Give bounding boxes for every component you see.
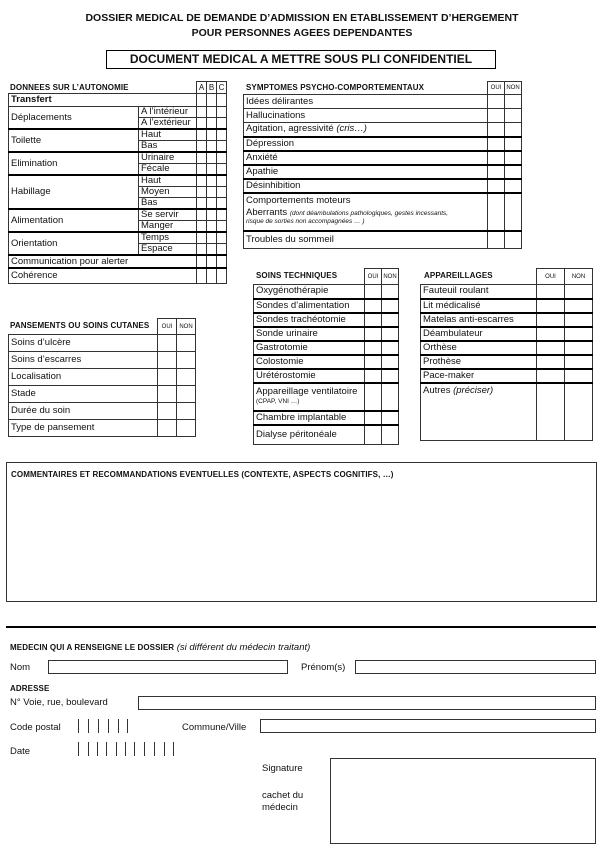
sub-moyen: Moyen	[139, 187, 197, 198]
cell[interactable]	[207, 209, 217, 221]
cell[interactable]	[207, 129, 217, 141]
cell[interactable]	[565, 285, 593, 299]
commune-field[interactable]	[260, 719, 596, 733]
pansements-table	[8, 318, 196, 437]
cell[interactable]	[537, 383, 565, 441]
cell[interactable]	[505, 231, 522, 249]
autonomie-table	[8, 81, 227, 284]
cell[interactable]	[365, 341, 382, 355]
cell[interactable]	[197, 164, 207, 176]
psycho-title: SYMPTOMES PSYCHO-COMPORTEMENTAUX	[246, 83, 425, 92]
row-prothese: Prothèse	[421, 355, 537, 369]
cell[interactable]	[217, 187, 227, 198]
cell[interactable]	[537, 355, 565, 369]
cell[interactable]	[207, 94, 217, 107]
comport-label: Comportements moteurs	[246, 194, 351, 206]
cell[interactable]	[207, 164, 217, 176]
aberrants-note1: (dont déambulations pathologiques, gestes incessants,	[289, 209, 449, 217]
sub-espace: Espace	[139, 244, 197, 256]
row-toilette: Toilette	[9, 129, 139, 152]
col-b: B	[207, 82, 217, 94]
cell[interactable]	[382, 285, 399, 299]
row-apathie: Apathie	[244, 165, 488, 179]
cell[interactable]	[217, 118, 227, 130]
cell[interactable]	[197, 141, 207, 153]
psycho-table	[243, 81, 522, 249]
oui-header: OUI	[488, 82, 505, 95]
cell[interactable]	[565, 299, 593, 313]
cell[interactable]	[537, 299, 565, 313]
cell[interactable]	[197, 94, 207, 107]
date-field[interactable]	[78, 742, 174, 756]
cell[interactable]	[382, 341, 399, 355]
row-ventil	[254, 383, 365, 411]
cell[interactable]	[177, 386, 196, 403]
cell[interactable]	[365, 327, 382, 341]
agitation-label: Agitation, agressivité	[246, 123, 334, 135]
cell[interactable]	[217, 164, 227, 176]
cell[interactable]	[537, 341, 565, 355]
cell[interactable]	[197, 255, 207, 268]
voie-label: N° Voie, rue, boulevard	[10, 697, 108, 708]
cell[interactable]	[382, 369, 399, 383]
cell[interactable]	[158, 403, 177, 420]
row-depression: Dépression	[244, 137, 488, 151]
cell[interactable]	[488, 109, 505, 123]
cell[interactable]	[382, 299, 399, 313]
cell[interactable]	[177, 369, 196, 386]
row-matelas: Matelas anti-escarres	[421, 313, 537, 327]
cell[interactable]	[565, 383, 593, 441]
autonomie-title: DONNEES SUR L’AUTONOMIE	[10, 83, 129, 92]
cell[interactable]	[382, 355, 399, 369]
row-ulcere: Soins d’ulcère	[9, 335, 158, 352]
cell[interactable]	[197, 175, 207, 187]
row-chambre: Chambre implantable	[254, 411, 365, 425]
row-deplacements: Déplacements	[9, 107, 139, 130]
cell[interactable]	[505, 179, 522, 193]
sub-interieur: A l’intérieur	[139, 107, 197, 118]
cell[interactable]	[177, 403, 196, 420]
cp-label: Code postal	[10, 722, 61, 733]
cell[interactable]	[217, 141, 227, 153]
comments-title: COMMENTAIRES ET RECOMMANDATIONS EVENTUELLES (CONTEXTE, ASPECTS COGNITIFS, …)	[11, 470, 394, 479]
cell[interactable]	[382, 383, 399, 411]
cell[interactable]	[217, 175, 227, 187]
medecin-title-row	[10, 642, 310, 653]
cell[interactable]	[197, 221, 207, 233]
cell[interactable]	[488, 231, 505, 249]
cell[interactable]	[197, 152, 207, 164]
cell[interactable]	[505, 109, 522, 123]
adresse-title: ADRESSE	[10, 684, 50, 693]
cell[interactable]	[488, 193, 505, 231]
cell[interactable]	[382, 313, 399, 327]
medecin-title-note: (si différent du médecin traitant)	[176, 642, 311, 653]
cell[interactable]	[207, 187, 217, 198]
cachet-label-2: médecin	[262, 802, 298, 813]
prenom-label: Prénom(s)	[301, 662, 346, 673]
row-orientation: Orientation	[9, 232, 139, 255]
cell[interactable]	[505, 165, 522, 179]
cell[interactable]	[565, 369, 593, 383]
sub-bas: Bas	[139, 141, 197, 153]
row-dialyse: Dialyse péritonéale	[254, 425, 365, 445]
cell[interactable]	[488, 165, 505, 179]
cp-field[interactable]	[78, 719, 128, 733]
row-lit: Lit médicalisé	[421, 299, 537, 313]
cell[interactable]	[197, 107, 207, 118]
cell[interactable]	[207, 221, 217, 233]
sub-haut: Haut	[139, 175, 197, 187]
cell[interactable]	[197, 244, 207, 256]
cell[interactable]	[217, 107, 227, 118]
cell[interactable]	[207, 244, 217, 256]
cell[interactable]	[365, 411, 382, 425]
signature-box[interactable]	[330, 758, 596, 844]
cell[interactable]	[537, 285, 565, 299]
row-fauteuil: Fauteuil roulant	[421, 285, 537, 299]
cell[interactable]	[365, 355, 382, 369]
cell[interactable]	[505, 193, 522, 231]
sub-bas: Bas	[139, 198, 197, 210]
cell[interactable]	[177, 335, 196, 352]
oui-header: OUI	[158, 319, 177, 335]
cell[interactable]	[565, 313, 593, 327]
row-sondes-alim: Sondes d’alimentation	[254, 299, 365, 313]
cell[interactable]	[207, 198, 217, 210]
cell[interactable]	[177, 420, 196, 437]
medecin-title: MEDECIN QUI A RENSEIGNE LE DOSSIER	[10, 643, 175, 652]
ventil-label: Appareillage ventilatoire	[256, 385, 358, 397]
voie-field[interactable]	[138, 696, 596, 710]
nom-label: Nom	[10, 662, 31, 673]
pansements-title: PANSEMENTS OU SOINS CUTANES	[10, 321, 150, 330]
row-transfert: Transfert	[9, 94, 197, 107]
row-sonde-urinaire: Sonde urinaire	[254, 327, 365, 341]
row-oxygeno: Oxygénothérapie	[254, 285, 365, 299]
soins-title: SOINS TECHNIQUES	[256, 271, 338, 280]
row-deambulateur: Déambulateur	[421, 327, 537, 341]
cell[interactable]	[505, 151, 522, 165]
cell[interactable]	[207, 175, 217, 187]
cell[interactable]	[207, 152, 217, 164]
row-sommeil: Troubles du sommeil	[244, 231, 488, 249]
separator	[6, 626, 596, 628]
row-stade: Stade	[9, 386, 158, 403]
cell[interactable]	[217, 268, 227, 283]
non-header: NON	[177, 319, 196, 335]
row-colostomie: Colostomie	[254, 355, 365, 369]
sub-exterieur: A l’extérieur	[139, 118, 197, 130]
non-header: NON	[505, 82, 522, 95]
row-duree: Durée du soin	[9, 403, 158, 420]
form-title-line2: POUR PERSONNES AGEES DEPENDANTES	[191, 27, 413, 39]
cell[interactable]	[365, 369, 382, 383]
nom-field[interactable]	[48, 660, 288, 674]
row-elimination: Elimination	[9, 152, 139, 175]
cell[interactable]	[488, 137, 505, 151]
cell[interactable]	[207, 141, 217, 153]
cell[interactable]	[488, 123, 505, 137]
cell[interactable]	[217, 209, 227, 221]
row-sondes-trach: Sondes trachéotomie	[254, 313, 365, 327]
autres-label: Autres	[423, 384, 451, 396]
confidential-banner: DOCUMENT MEDICAL A METTRE SOUS PLI CONFIDENTIEL	[106, 50, 496, 69]
col-c: C	[217, 82, 227, 94]
cell[interactable]	[217, 232, 227, 244]
cachet-label-1: cachet du	[262, 790, 304, 801]
soins-table	[253, 268, 399, 445]
aberrants-label: Aberrants	[246, 206, 288, 218]
cell[interactable]	[207, 268, 217, 283]
agitation-note: (cris…)	[336, 123, 367, 135]
cell[interactable]	[365, 425, 382, 445]
row-idees: Idées délirantes	[244, 95, 488, 109]
row-autres	[421, 383, 537, 441]
sub-haut: Haut	[139, 129, 197, 141]
row-localisation: Localisation	[9, 369, 158, 386]
cell[interactable]	[537, 369, 565, 383]
cell[interactable]	[365, 313, 382, 327]
oui-header: OUI	[537, 269, 565, 285]
cell[interactable]	[158, 335, 177, 352]
cell[interactable]	[158, 369, 177, 386]
row-agitation	[244, 123, 488, 137]
sub-servir: Se servir	[139, 209, 197, 221]
cell[interactable]	[505, 137, 522, 151]
sub-fecale: Fécale	[139, 164, 197, 176]
row-coherence: Cohérence	[9, 268, 197, 283]
row-type: Type de pansement	[9, 420, 158, 437]
cell[interactable]	[197, 198, 207, 210]
oui-header: OUI	[365, 269, 382, 285]
cell[interactable]	[207, 107, 217, 118]
cell[interactable]	[382, 327, 399, 341]
signature-label: Signature	[262, 763, 303, 774]
cell[interactable]	[197, 209, 207, 221]
col-a: A	[197, 82, 207, 94]
row-gastrotomie: Gastrotomie	[254, 341, 365, 355]
non-header: NON	[382, 269, 399, 285]
cell[interactable]	[565, 355, 593, 369]
cell[interactable]	[197, 187, 207, 198]
cell[interactable]	[197, 129, 207, 141]
form-title-line1: DOSSIER MEDICAL DE DEMANDE D’ADMISSION EN ETABLISSEMENT D’HERGEMENT	[85, 12, 519, 24]
cell[interactable]	[158, 420, 177, 437]
row-habillage: Habillage	[9, 175, 139, 209]
cell[interactable]	[217, 255, 227, 268]
row-escarres: Soins d’escarres	[9, 352, 158, 369]
cell[interactable]	[197, 118, 207, 130]
cell[interactable]	[177, 352, 196, 369]
commune-label: Commune/Ville	[182, 722, 247, 733]
cell[interactable]	[382, 411, 399, 425]
cell[interactable]	[382, 425, 399, 445]
sub-manger: Manger	[139, 221, 197, 233]
aberrants-note2: risque de sorties non accompagnées … )	[246, 217, 365, 225]
cell[interactable]	[505, 123, 522, 137]
cell[interactable]	[207, 232, 217, 244]
cell[interactable]	[158, 352, 177, 369]
non-header: NON	[565, 269, 593, 285]
cell[interactable]	[197, 232, 207, 244]
row-hallucinations: Hallucinations	[244, 109, 488, 123]
cell[interactable]	[488, 151, 505, 165]
cell[interactable]	[365, 285, 382, 299]
cell[interactable]	[537, 313, 565, 327]
cell[interactable]	[217, 244, 227, 256]
cell[interactable]	[158, 386, 177, 403]
sub-temps: Temps	[139, 232, 197, 244]
row-communication: Communication pour alerter	[9, 255, 197, 268]
cell[interactable]	[505, 95, 522, 109]
appareillages-table	[420, 268, 593, 441]
cell[interactable]	[217, 221, 227, 233]
prenom-field[interactable]	[355, 660, 596, 674]
cell[interactable]	[207, 118, 217, 130]
cell[interactable]	[565, 341, 593, 355]
cell[interactable]	[197, 268, 207, 283]
cell[interactable]	[217, 198, 227, 210]
cell[interactable]	[565, 327, 593, 341]
cell[interactable]	[207, 255, 217, 268]
ventil-note: (CPAP, VNI …)	[256, 397, 300, 405]
row-alimentation: Alimentation	[9, 209, 139, 232]
comments-box[interactable]	[6, 462, 597, 602]
cell[interactable]	[217, 152, 227, 164]
cell[interactable]	[365, 299, 382, 313]
cell[interactable]	[488, 179, 505, 193]
row-anxiete: Anxiété	[244, 151, 488, 165]
row-comportements	[244, 193, 488, 231]
cell[interactable]	[537, 327, 565, 341]
sub-urinaire: Urinaire	[139, 152, 197, 164]
appareillages-title: APPAREILLAGES	[424, 271, 493, 280]
cell[interactable]	[217, 94, 227, 107]
row-desinhibition: Désinhibition	[244, 179, 488, 193]
row-orthese: Orthèse	[421, 341, 537, 355]
row-pacemaker: Pace-maker	[421, 369, 537, 383]
date-label: Date	[10, 746, 31, 757]
row-ureterostomie: Urétérostomie	[254, 369, 365, 383]
autres-note: (préciser)	[453, 384, 494, 396]
cell[interactable]	[488, 95, 505, 109]
cell[interactable]	[365, 383, 382, 411]
cell[interactable]	[217, 129, 227, 141]
